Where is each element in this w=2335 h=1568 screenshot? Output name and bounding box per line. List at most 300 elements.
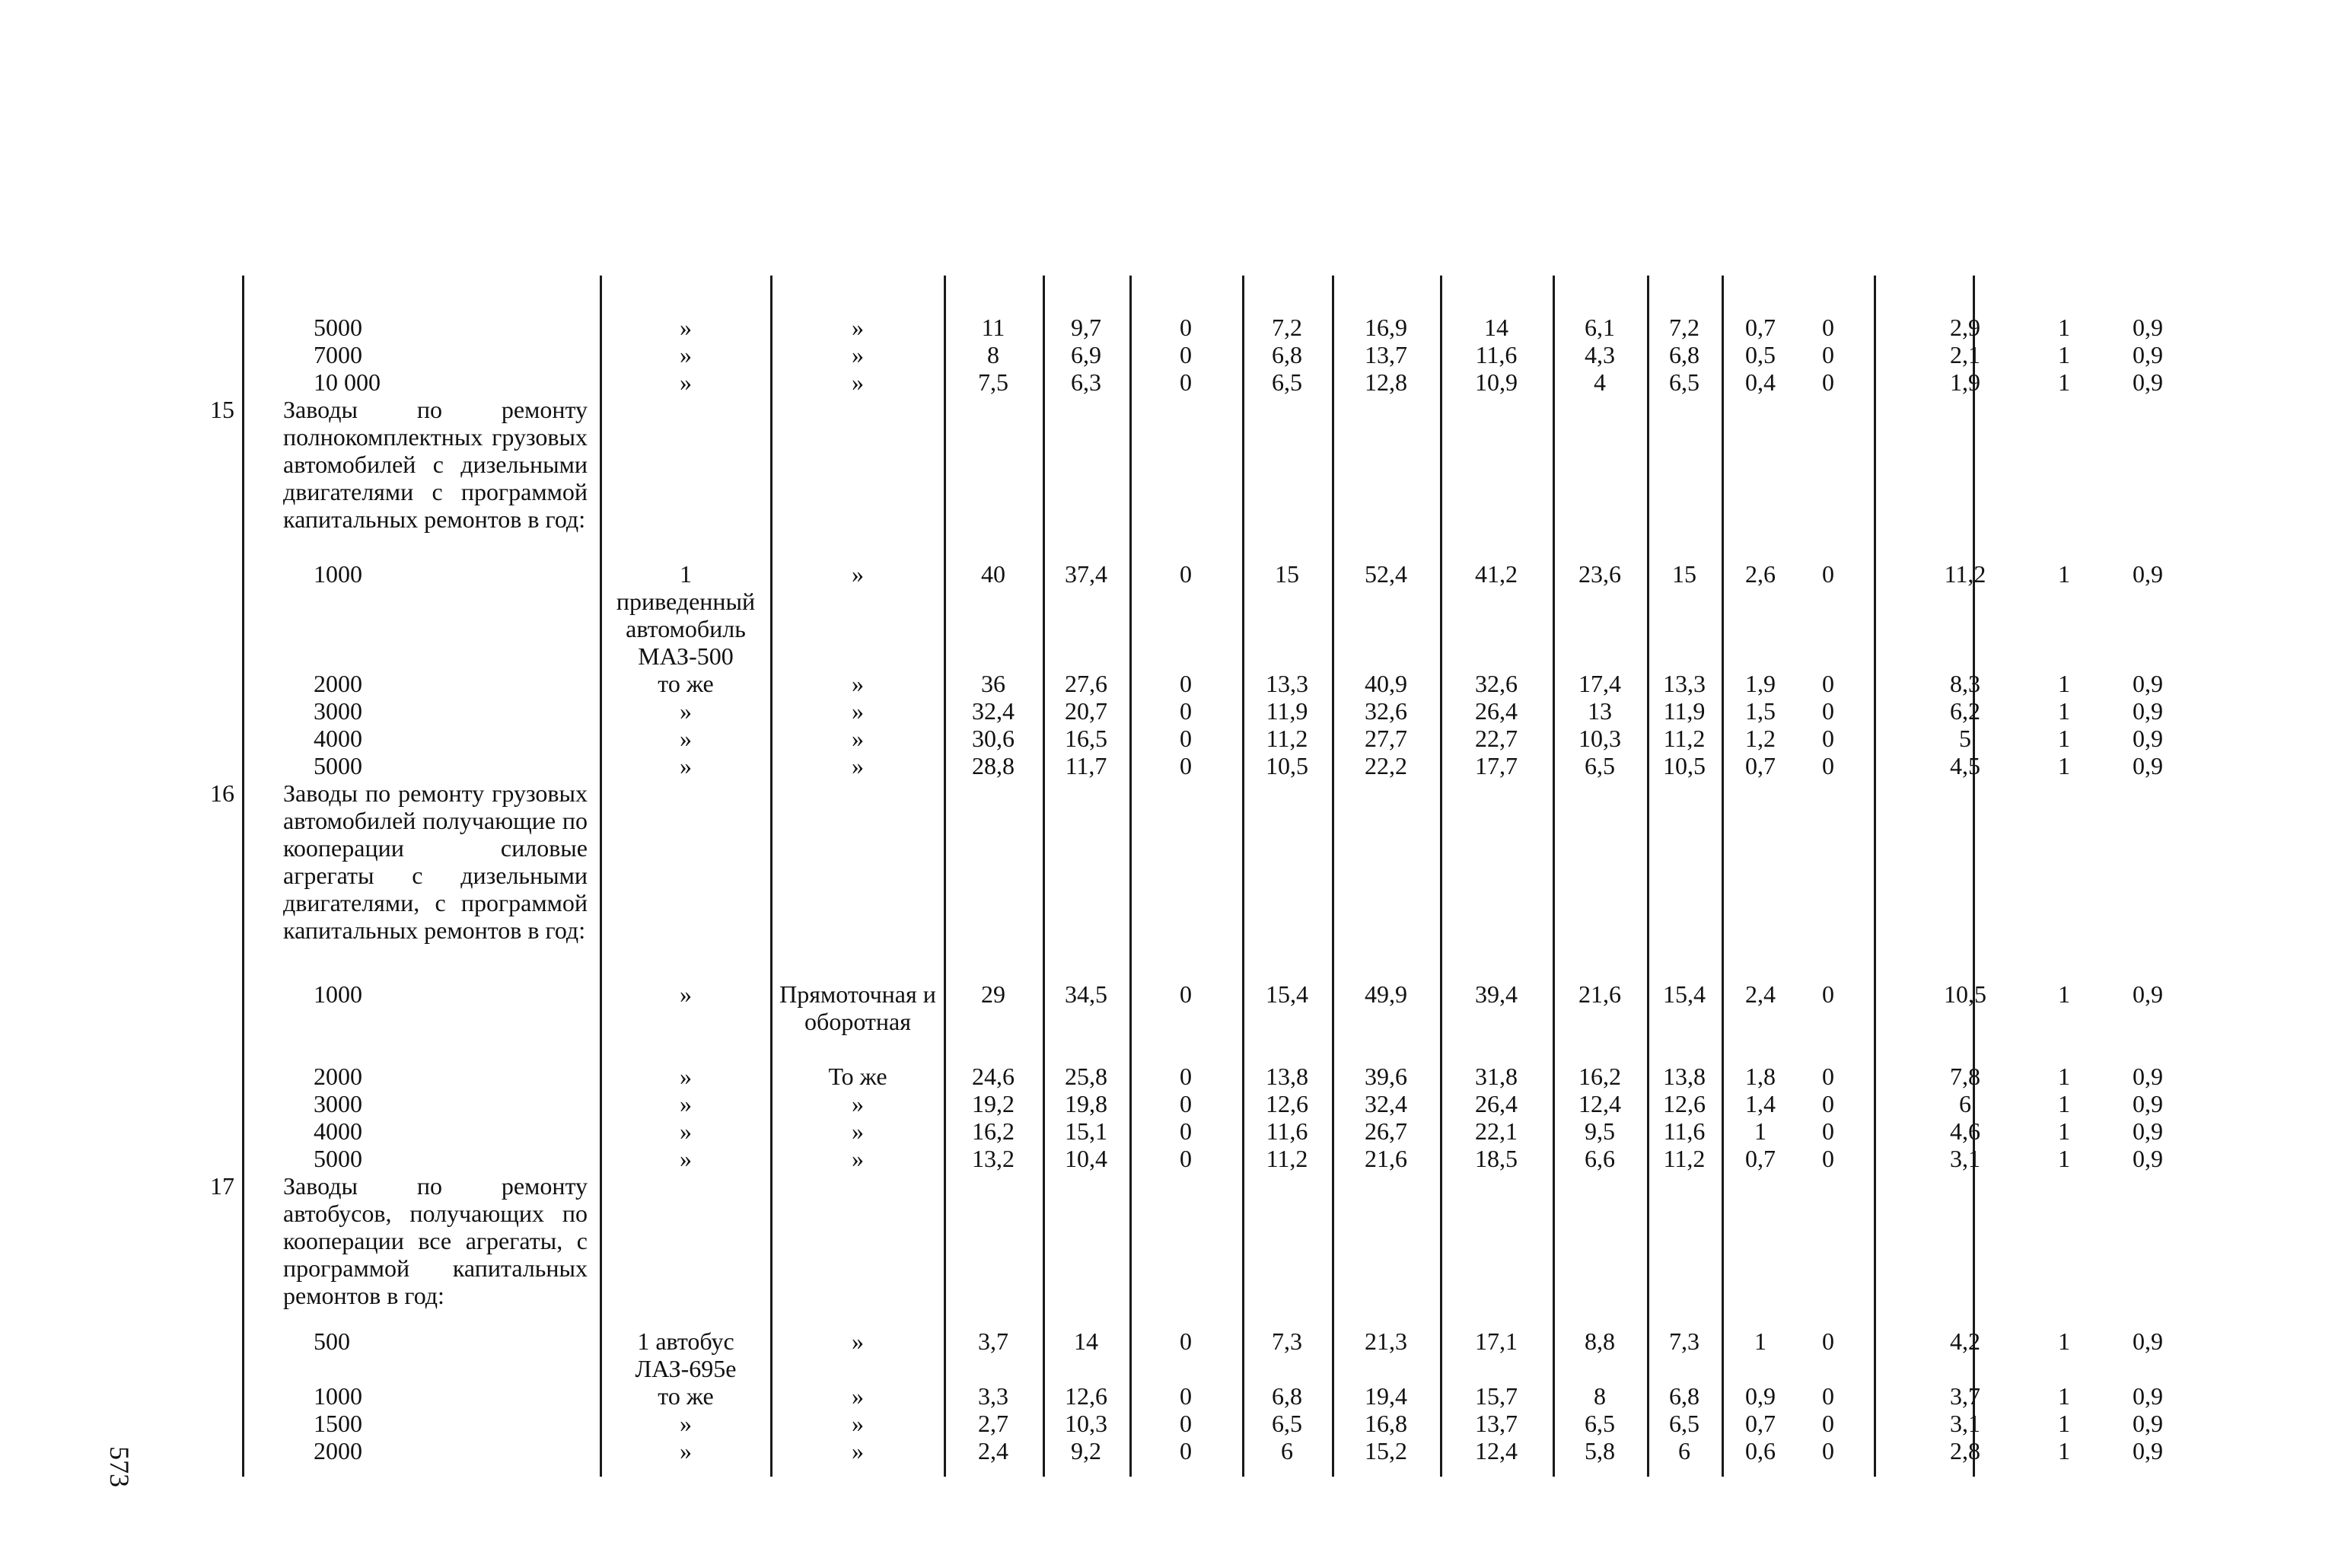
value-cell: 11,2 (1663, 725, 1706, 752)
scheme-cell: » (852, 1437, 864, 1464)
value-cell: 6,5 (1272, 368, 1302, 396)
value-cell: 52,4 (1365, 560, 1407, 588)
value-cell: 2,9 (1950, 314, 1980, 341)
value-cell: 13,7 (1475, 1410, 1518, 1437)
value-cell: 0,9 (2133, 1327, 2163, 1355)
unit-cell: » (680, 1145, 692, 1172)
table-row (199, 1090, 2178, 1117)
value-cell: 26,4 (1475, 697, 1518, 725)
value-cell: 12,4 (1578, 1090, 1621, 1117)
value-cell: 13,2 (972, 1145, 1015, 1172)
value-cell: 13,8 (1266, 1063, 1308, 1090)
program-value: 5000 (314, 314, 362, 341)
section-title: Заводы по ремонту грузовых автомобилей получающие по кооперации силовые агрегаты с дизельными двигателями, с программой капитальных ремонтов в год: (283, 779, 588, 944)
value-cell: 32,4 (972, 697, 1015, 725)
value-cell: 0 (1822, 697, 1834, 725)
value-cell: 21,6 (1578, 980, 1621, 1008)
value-cell: 9,7 (1071, 314, 1101, 341)
value-cell: 1 (2058, 752, 2070, 779)
program-value: 1000 (314, 980, 362, 1008)
value-cell: 10,5 (1663, 752, 1706, 779)
value-cell: 0,9 (2133, 1090, 2163, 1117)
value-cell: 15,1 (1065, 1117, 1107, 1145)
value-cell: 0 (1180, 1145, 1192, 1172)
value-cell: 0,9 (2133, 1145, 2163, 1172)
value-cell: 17,7 (1475, 752, 1518, 779)
program-value: 1000 (314, 560, 362, 588)
value-cell: 6,8 (1669, 341, 1699, 368)
column-rule (242, 276, 244, 1477)
unit-cell: то же (658, 1382, 714, 1410)
value-cell: 5 (1959, 725, 1971, 752)
value-cell: 15,2 (1365, 1437, 1407, 1464)
value-cell: 4,2 (1950, 1327, 1980, 1355)
value-cell: 1,4 (1745, 1090, 1776, 1117)
program-value: 10 000 (314, 368, 381, 396)
value-cell: 0 (1180, 670, 1192, 697)
value-cell: 8 (987, 341, 999, 368)
value-cell: 0 (1822, 368, 1834, 396)
value-cell: 8 (1594, 1382, 1606, 1410)
value-cell: 6,5 (1669, 1410, 1699, 1437)
program-value: 4000 (314, 1117, 362, 1145)
program-value: 5000 (314, 752, 362, 779)
value-cell: 4 (1594, 368, 1606, 396)
value-cell: 10,4 (1065, 1145, 1107, 1172)
value-cell: 0 (1822, 560, 1834, 588)
unit-cell: » (680, 725, 692, 752)
value-cell: 14 (1074, 1327, 1098, 1355)
scheme-cell: » (852, 1145, 864, 1172)
column-rule (1722, 276, 1724, 1477)
value-cell: 26,4 (1475, 1090, 1518, 1117)
value-cell: 0,9 (2133, 1382, 2163, 1410)
value-cell: 1 (2058, 670, 2070, 697)
column-rule (1043, 276, 1045, 1477)
scheme-cell: » (852, 368, 864, 396)
value-cell: 0,5 (1745, 341, 1776, 368)
unit-cell: » (680, 341, 692, 368)
value-cell: 0,9 (2133, 341, 2163, 368)
scheme-cell: » (852, 697, 864, 725)
value-cell: 0,9 (2133, 1117, 2163, 1145)
table-row (199, 1327, 2178, 1382)
program-value: 3000 (314, 697, 362, 725)
value-cell: 3,1 (1950, 1410, 1980, 1437)
value-cell: 1 (2058, 368, 2070, 396)
value-cell: 11,7 (1065, 752, 1107, 779)
value-cell: 6,6 (1585, 1145, 1615, 1172)
unit-cell: то же (658, 670, 714, 697)
value-cell: 29 (981, 980, 1005, 1008)
value-cell: 8,3 (1950, 670, 1980, 697)
value-cell: 0 (1822, 1382, 1834, 1410)
value-cell: 0 (1180, 341, 1192, 368)
value-cell: 32,6 (1365, 697, 1407, 725)
value-cell: 0,9 (2133, 725, 2163, 752)
value-cell: 0 (1180, 1437, 1192, 1464)
value-cell: 0,9 (2133, 560, 2163, 588)
program-value: 1500 (314, 1410, 362, 1437)
value-cell: 0 (1822, 1117, 1834, 1145)
table-row (199, 752, 2178, 779)
table-row (199, 1437, 2178, 1464)
value-cell: 1 (1754, 1117, 1766, 1145)
value-cell: 0 (1180, 1327, 1192, 1355)
value-cell: 3,3 (978, 1382, 1008, 1410)
value-cell: 0,9 (1745, 1382, 1776, 1410)
value-cell: 4,6 (1950, 1117, 1980, 1145)
column-rule (1242, 276, 1244, 1477)
value-cell: 11,6 (1475, 341, 1518, 368)
value-cell: 22,1 (1475, 1117, 1518, 1145)
scheme-cell: » (852, 725, 864, 752)
value-cell: 36 (981, 670, 1005, 697)
value-cell: 16,2 (972, 1117, 1015, 1145)
value-cell: 6,8 (1669, 1382, 1699, 1410)
scheme-cell: » (852, 1382, 864, 1410)
section-title: Заводы по ремонту автобусов, получающих по кооперации все агрегаты, с программой капитальных ремонтов в год: (283, 1172, 588, 1309)
value-cell: 0 (1180, 1382, 1192, 1410)
value-cell: 0 (1180, 560, 1192, 588)
column-rule (1647, 276, 1649, 1477)
scheme-cell: » (852, 1410, 864, 1437)
value-cell: 1 (2058, 1090, 2070, 1117)
value-cell: 24,6 (972, 1063, 1015, 1090)
column-rule (944, 276, 946, 1477)
value-cell: 16,8 (1365, 1410, 1407, 1437)
value-cell: 12,8 (1365, 368, 1407, 396)
value-cell: 6,5 (1272, 1410, 1302, 1437)
value-cell: 12,4 (1475, 1437, 1518, 1464)
program-value: 2000 (314, 670, 362, 697)
value-cell: 11 (981, 314, 1005, 341)
value-cell: 39,4 (1475, 980, 1518, 1008)
value-cell: 11,6 (1266, 1117, 1308, 1145)
value-cell: 10,5 (1944, 980, 1986, 1008)
value-cell: 0 (1180, 752, 1192, 779)
value-cell: 0,9 (2133, 670, 2163, 697)
value-cell: 1,2 (1745, 725, 1776, 752)
value-cell: 1 (2058, 1117, 2070, 1145)
value-cell: 0 (1180, 1410, 1192, 1437)
table-row (199, 1145, 2178, 1172)
column-rule (770, 276, 772, 1477)
unit-cell: » (680, 1063, 692, 1090)
value-cell: 0,9 (2133, 314, 2163, 341)
scheme-cell: То же (828, 1063, 887, 1090)
value-cell: 15 (1275, 560, 1299, 588)
value-cell: 0 (1822, 1090, 1834, 1117)
value-cell: 28,8 (972, 752, 1015, 779)
value-cell: 20,7 (1065, 697, 1107, 725)
table-row (199, 1410, 2178, 1437)
value-cell: 13,8 (1663, 1063, 1706, 1090)
value-cell: 11,2 (1663, 1145, 1706, 1172)
value-cell: 0,7 (1745, 1145, 1776, 1172)
value-cell: 25,8 (1065, 1063, 1107, 1090)
program-value: 5000 (314, 1145, 362, 1172)
scheme-cell: » (852, 1327, 864, 1355)
table-row (199, 560, 2178, 670)
value-cell: 6 (1959, 1090, 1971, 1117)
unit-cell: 1 автобус ЛАЗ-695е (635, 1327, 737, 1382)
scheme-cell: » (852, 314, 864, 341)
value-cell: 0 (1822, 1410, 1834, 1437)
value-cell: 8,8 (1585, 1327, 1615, 1355)
value-cell: 39,6 (1365, 1063, 1407, 1090)
scheme-cell: » (852, 1090, 864, 1117)
value-cell: 40,9 (1365, 670, 1407, 697)
value-cell: 0,9 (2133, 980, 2163, 1008)
table-row (199, 980, 2178, 1035)
value-cell: 32,6 (1475, 670, 1518, 697)
program-value: 4000 (314, 725, 362, 752)
value-cell: 7,2 (1272, 314, 1302, 341)
column-rule (1973, 276, 1975, 1477)
page-number: 573 (104, 1446, 135, 1487)
value-cell: 0,9 (2133, 752, 2163, 779)
program-value: 7000 (314, 341, 362, 368)
value-cell: 0,4 (1745, 368, 1776, 396)
value-cell: 13,3 (1266, 670, 1308, 697)
value-cell: 4,3 (1585, 341, 1615, 368)
value-cell: 49,9 (1365, 980, 1407, 1008)
table-row (199, 1117, 2178, 1145)
value-cell: 32,4 (1365, 1090, 1407, 1117)
column-rule (600, 276, 602, 1477)
table-row (199, 725, 2178, 752)
value-cell: 0 (1822, 314, 1834, 341)
value-cell: 6,8 (1272, 1382, 1302, 1410)
value-cell: 1 (2058, 1382, 2070, 1410)
value-cell: 21,3 (1365, 1327, 1407, 1355)
value-cell: 0 (1822, 752, 1834, 779)
column-rule (1129, 276, 1132, 1477)
scheme-cell: » (852, 1117, 864, 1145)
column-rule (1553, 276, 1555, 1477)
value-cell: 0 (1180, 1117, 1192, 1145)
scheme-cell: » (852, 560, 864, 588)
value-cell: 15,7 (1475, 1382, 1518, 1410)
scheme-cell: » (852, 752, 864, 779)
value-cell: 7,5 (978, 368, 1008, 396)
value-cell: 21,6 (1365, 1145, 1407, 1172)
value-cell: 31,8 (1475, 1063, 1518, 1090)
unit-cell: » (680, 980, 692, 1008)
unit-cell: » (680, 1437, 692, 1464)
table-row (199, 1382, 2178, 1410)
value-cell: 1,5 (1745, 697, 1776, 725)
value-cell: 0 (1180, 368, 1192, 396)
value-cell: 14 (1484, 314, 1508, 341)
value-cell: 0 (1822, 1437, 1834, 1464)
value-cell: 17,4 (1578, 670, 1621, 697)
value-cell: 3,1 (1950, 1145, 1980, 1172)
value-cell: 0 (1822, 341, 1834, 368)
value-cell: 37,4 (1065, 560, 1107, 588)
value-cell: 0,9 (2133, 697, 2163, 725)
value-cell: 2,4 (978, 1437, 1008, 1464)
value-cell: 16,2 (1578, 1063, 1621, 1090)
scheme-cell: » (852, 670, 864, 697)
unit-cell: » (680, 697, 692, 725)
value-cell: 6 (1281, 1437, 1293, 1464)
value-cell: 41,2 (1475, 560, 1518, 588)
value-cell: 0,9 (2133, 1410, 2163, 1437)
value-cell: 6,5 (1585, 752, 1615, 779)
table-row (199, 1063, 2178, 1090)
value-cell: 0 (1822, 1063, 1834, 1090)
value-cell: 16,5 (1065, 725, 1107, 752)
value-cell: 1 (1754, 1327, 1766, 1355)
value-cell: 30,6 (972, 725, 1015, 752)
value-cell: 1 (2058, 697, 2070, 725)
value-cell: 22,7 (1475, 725, 1518, 752)
value-cell: 6,1 (1585, 314, 1615, 341)
value-cell: 17,1 (1475, 1327, 1518, 1355)
value-cell: 11,2 (1266, 725, 1308, 752)
value-cell: 3,7 (978, 1327, 1008, 1355)
column-rule (1440, 276, 1442, 1477)
value-cell: 16,9 (1365, 314, 1407, 341)
value-cell: 0,6 (1745, 1437, 1776, 1464)
value-cell: 1 (2058, 1145, 2070, 1172)
value-cell: 2,6 (1745, 560, 1776, 588)
value-cell: 13,7 (1365, 341, 1407, 368)
value-cell: 6 (1678, 1437, 1690, 1464)
value-cell: 9,5 (1585, 1117, 1615, 1145)
value-cell: 26,7 (1365, 1117, 1407, 1145)
unit-cell: » (680, 752, 692, 779)
value-cell: 12,6 (1266, 1090, 1308, 1117)
value-cell: 0 (1822, 1145, 1834, 1172)
value-cell: 0 (1180, 314, 1192, 341)
value-cell: 18,5 (1475, 1145, 1518, 1172)
value-cell: 7,2 (1669, 314, 1699, 341)
value-cell: 11,2 (1944, 560, 1986, 588)
value-cell: 11,2 (1266, 1145, 1308, 1172)
value-cell: 22,2 (1365, 752, 1407, 779)
value-cell: 0 (1822, 725, 1834, 752)
value-cell: 0 (1822, 1327, 1834, 1355)
value-cell: 0 (1180, 697, 1192, 725)
value-cell: 34,5 (1065, 980, 1107, 1008)
value-cell: 19,2 (972, 1090, 1015, 1117)
value-cell: 1 (2058, 341, 2070, 368)
value-cell: 1,9 (1745, 670, 1776, 697)
program-value: 500 (314, 1327, 350, 1355)
value-cell: 12,6 (1065, 1382, 1107, 1410)
value-cell: 11,9 (1266, 697, 1308, 725)
section-title: Заводы по ремонту полнокомплектных грузовых автомобилей с дизельными двигателями с программой капитальных ремонтов в год: (283, 396, 588, 533)
value-cell: 7,8 (1950, 1063, 1980, 1090)
table-row (199, 314, 2178, 341)
unit-cell: 1 приведенный автомобиль МАЗ-500 (616, 560, 756, 670)
section-number: 15 (210, 396, 234, 423)
value-cell: 2,8 (1950, 1437, 1980, 1464)
value-cell: 6,2 (1950, 697, 1980, 725)
value-cell: 0 (1180, 980, 1192, 1008)
value-cell: 15,4 (1266, 980, 1308, 1008)
section-number: 17 (210, 1172, 234, 1200)
program-value: 1000 (314, 1382, 362, 1410)
data-table (199, 276, 2178, 1477)
value-cell: 1 (2058, 1327, 2070, 1355)
value-cell: 10,9 (1475, 368, 1518, 396)
value-cell: 3,7 (1950, 1382, 1980, 1410)
unit-cell: » (680, 368, 692, 396)
value-cell: 4,5 (1950, 752, 1980, 779)
column-rule (1332, 276, 1334, 1477)
value-cell: 19,4 (1365, 1382, 1407, 1410)
value-cell: 15,4 (1663, 980, 1706, 1008)
value-cell: 7,3 (1272, 1327, 1302, 1355)
value-cell: 2,4 (1745, 980, 1776, 1008)
value-cell: 0 (1180, 1063, 1192, 1090)
value-cell: 1 (2058, 725, 2070, 752)
value-cell: 1 (2058, 314, 2070, 341)
unit-cell: » (680, 1117, 692, 1145)
value-cell: 6,3 (1071, 368, 1101, 396)
value-cell: 10,3 (1065, 1410, 1107, 1437)
value-cell: 0 (1822, 670, 1834, 697)
value-cell: 1 (2058, 980, 2070, 1008)
value-cell: 13 (1588, 697, 1612, 725)
value-cell: 6,5 (1585, 1410, 1615, 1437)
value-cell: 0 (1180, 1090, 1192, 1117)
table-row (199, 341, 2178, 368)
value-cell: 1 (2058, 560, 2070, 588)
table-row (199, 697, 2178, 725)
column-rule (1874, 276, 1876, 1477)
unit-cell: » (680, 314, 692, 341)
value-cell: 27,7 (1365, 725, 1407, 752)
value-cell: 1,9 (1950, 368, 1980, 396)
section-number: 16 (210, 779, 234, 807)
value-cell: 0,7 (1745, 752, 1776, 779)
value-cell: 10,5 (1266, 752, 1308, 779)
value-cell: 12,6 (1663, 1090, 1706, 1117)
value-cell: 6,5 (1669, 368, 1699, 396)
value-cell: 6,9 (1071, 341, 1101, 368)
value-cell: 0,9 (2133, 368, 2163, 396)
value-cell: 0,7 (1745, 1410, 1776, 1437)
scheme-cell: Прямоточная и оборотная (779, 980, 936, 1035)
program-value: 3000 (314, 1090, 362, 1117)
value-cell: 0,9 (2133, 1063, 2163, 1090)
value-cell: 2,7 (978, 1410, 1008, 1437)
value-cell: 1 (2058, 1063, 2070, 1090)
value-cell: 13,3 (1663, 670, 1706, 697)
unit-cell: » (680, 1090, 692, 1117)
value-cell: 11,9 (1663, 697, 1706, 725)
program-value: 2000 (314, 1437, 362, 1464)
value-cell: 2,1 (1950, 341, 1980, 368)
value-cell: 10,3 (1578, 725, 1621, 752)
value-cell: 15 (1672, 560, 1696, 588)
value-cell: 11,6 (1663, 1117, 1706, 1145)
unit-cell: » (680, 1410, 692, 1437)
table-row (199, 368, 2178, 396)
value-cell: 7,3 (1669, 1327, 1699, 1355)
scheme-cell: » (852, 341, 864, 368)
value-cell: 0,7 (1745, 314, 1776, 341)
program-value: 2000 (314, 1063, 362, 1090)
value-cell: 9,2 (1071, 1437, 1101, 1464)
value-cell: 0,9 (2133, 1437, 2163, 1464)
value-cell: 0 (1822, 980, 1834, 1008)
